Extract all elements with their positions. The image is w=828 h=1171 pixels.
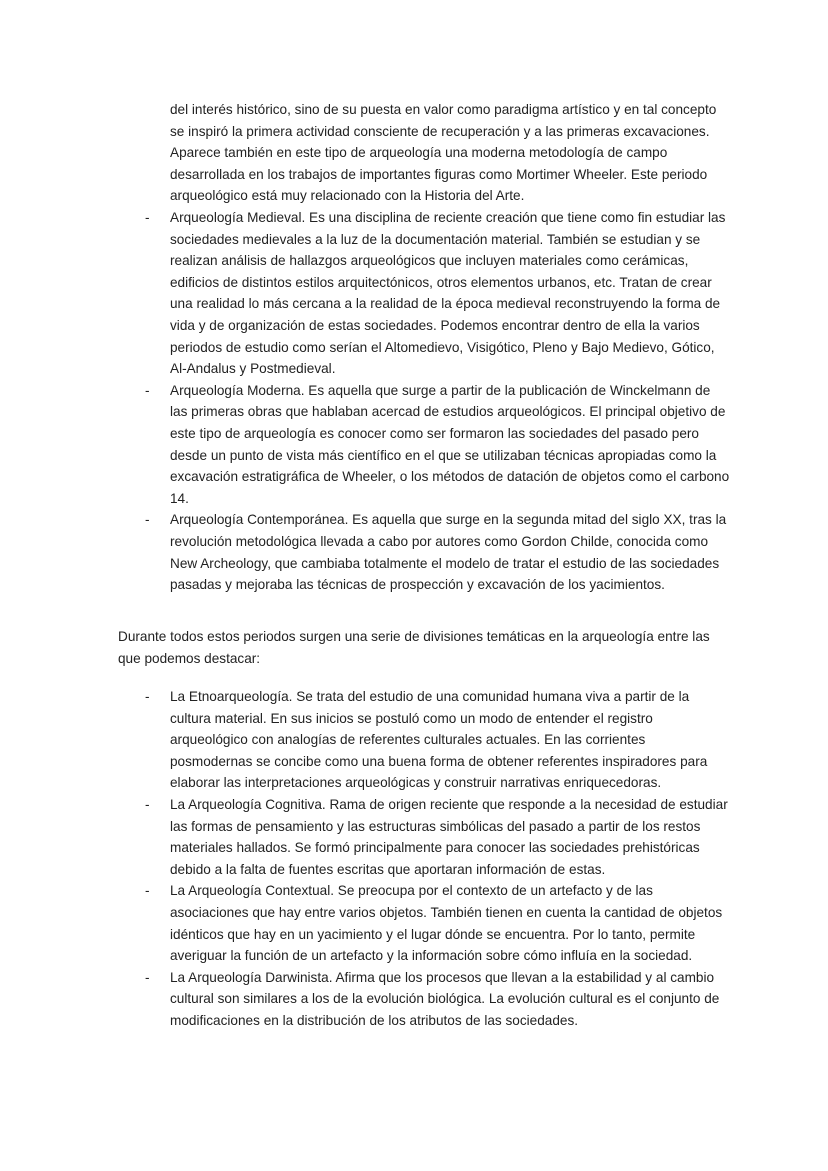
list-item-text: Arqueología Moderna. Es aquella que surge a partir de la publicación de Winckelmann de las primeras obras que hablaban acercad de estudios arqueológicos. El principal objetivo de este tipo de arqueología es conocer como ser formaron las sociedades del pasado pero desde un punto de vista más científico en el que se utilizaban técnicas apropiadas como la excavación estratigráfica de Wheeler, o los métodos de datación de objetos como el carbono 14. bbox=[170, 382, 730, 506]
list-item bbox=[145, 686, 730, 794]
list-item-text: Arqueología Medieval. Es una disciplina de reciente creación que tiene como fin estudiar las sociedades medievales a la luz de la documentación material. También se estudian y se realizan análisis de hallazgos arqueológicos que incluyen materiales como cerámicas, edificios de distintos estilos arquitectónicos, otros elementos urbanos, etc. Tratan de crear una realidad lo más cercana a la realidad de la época medieval reconstruyendo la forma de vida y de organización de estas sociedades. Podemos encontrar dentro de ella la varios periodos de estudio como serían el Altomedievo, Visigótico, Pleno y Bajo Medievo, Gótico, Al-Andalus y Postmedieval. bbox=[170, 210, 726, 377]
archaeology-periods-list bbox=[145, 207, 730, 596]
list-item-text: La Arqueología Darwinista. Afirma que los procesos que llevan a la estabilidad y al cambio cultural son similares a los de la evolución biológica. La evolución cultural es el conjunto de modificaciones en la distribución de los atributos de las sociedades. bbox=[170, 969, 720, 1028]
intro-paragraph: Durante todos estos periodos surgen una serie de divisiones temáticas en la arqueología entre las que podemos destacar: bbox=[118, 629, 710, 666]
list-item-text: La Arqueología Contextual. Se preocupa por el contexto de un artefacto y de las asociaciones que hay entre varios objetos. También tienen en cuenta la cantidad de objetos idénticos que hay en un yacimiento y el lugar dónde se encuentra. Por lo tanto, permite averiguar la función de un artefacto y la información sobre cómo influía en la sociedad. bbox=[170, 883, 723, 964]
list-item bbox=[145, 967, 730, 1032]
bullet-dash: - bbox=[145, 210, 150, 225]
bullet-dash: - bbox=[145, 969, 150, 985]
bullet-dash: - bbox=[145, 796, 150, 812]
list-item-text: La Arqueología Cognitiva. Rama de origen reciente que responde a la necesidad de estudiar las formas de pensamiento y las estructuras simbólicas del pasado a partir de los restos materiales hallados. Se formó principalmente para conocer las sociedades prehistóricas debido a la falta de fuentes escritas que aportaran información de estas. bbox=[170, 796, 728, 877]
thematic-divisions-list bbox=[145, 686, 730, 1032]
list-item bbox=[145, 880, 730, 966]
list-item bbox=[145, 207, 730, 380]
list-item bbox=[145, 380, 730, 510]
continuation-paragraph: del interés histórico, sino de su puesta en valor como paradigma artístico y en tal concepto se inspiró la primera actividad consciente de recuperación y a las primeras excavaciones. Aparece también en este tipo de arqueología una moderna metodología de campo desarrollada en los trabajos de importantes figuras como Mortimer Wheeler. Este periodo arqueológico está muy relacionado con la Historia del Arte. bbox=[170, 102, 717, 204]
bullet-dash: - bbox=[145, 883, 150, 899]
bullet-dash: - bbox=[145, 512, 150, 528]
list-item-text: Arqueología Contemporánea. Es aquella que surge en la segunda mitad del siglo XX, tras la revolución metodológica llevada a cabo por autores como Gordon Childe, conocida como New Archeology, que cambiaba totalmente el modelo de tratar el estudio de las sociedades pasadas y mejoraba las técnicas de prospección y excavación de los yacimientos. bbox=[170, 512, 727, 593]
list-item bbox=[145, 794, 730, 880]
list-item-text: La Etnoarqueología. Se trata del estudio de una comunidad humana viva a partir de la cultura material. En sus inicios se postuló como un modo de entender el registro arqueológico con analogías de referentes culturales actuales. En las corrientes posmodernas se concibe como una buena forma de obtener referentes inspiradores para elaborar las interpretaciones arqueológicas y construir narrativas enriquecedoras. bbox=[170, 689, 708, 791]
list-item bbox=[145, 509, 730, 595]
bullet-dash: - bbox=[145, 689, 150, 704]
bullet-dash: - bbox=[145, 382, 150, 398]
